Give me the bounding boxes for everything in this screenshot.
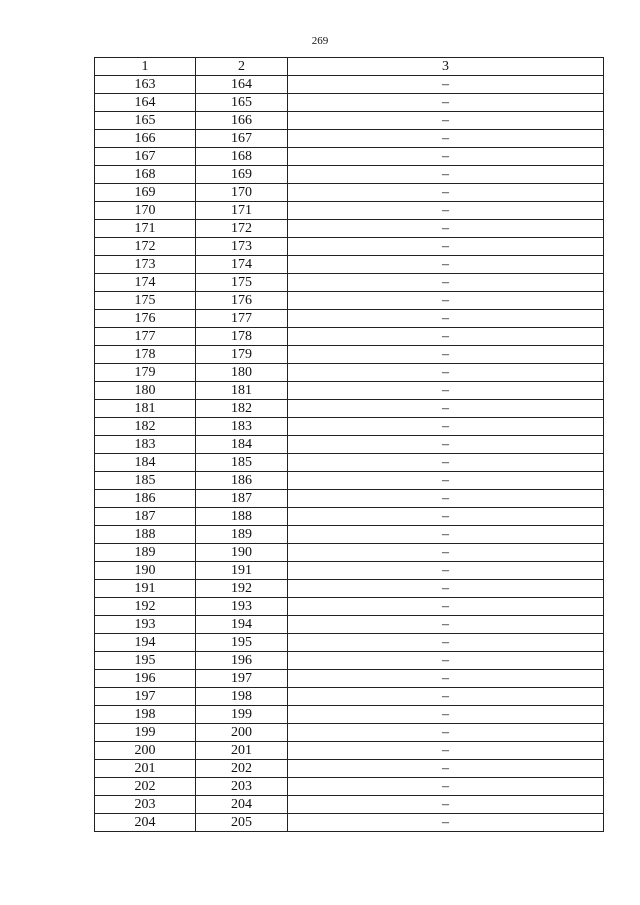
table-cell-col-2: 165 (196, 94, 288, 112)
table-row (95, 310, 604, 328)
table-cell-col-2: 192 (196, 580, 288, 598)
table-cell-col-3: – (288, 544, 604, 562)
table-cell-col-3: – (288, 652, 604, 670)
table-row (95, 400, 604, 418)
table-cell-col-1: 176 (95, 310, 196, 328)
table-row (95, 508, 604, 526)
table-row (95, 652, 604, 670)
table-cell-col-3: – (288, 580, 604, 598)
table-cell-col-3: – (288, 742, 604, 760)
table-cell-col-3: – (288, 328, 604, 346)
table-cell-col-2: 194 (196, 616, 288, 634)
table-row (95, 166, 604, 184)
table-cell-col-1: 198 (95, 706, 196, 724)
table-row (95, 670, 604, 688)
table-cell-col-2: 196 (196, 652, 288, 670)
table-cell-col-2: 168 (196, 148, 288, 166)
table-cell-col-3: – (288, 76, 604, 94)
table-row (95, 256, 604, 274)
table-cell-col-1: 193 (95, 616, 196, 634)
table-cell-col-2: 197 (196, 670, 288, 688)
table-cell-col-2: 189 (196, 526, 288, 544)
table-cell-col-3: – (288, 724, 604, 742)
table-cell-col-2: 182 (196, 400, 288, 418)
table-cell-col-3: – (288, 436, 604, 454)
table-cell-col-2: 172 (196, 220, 288, 238)
column-header-3: 3 (288, 58, 604, 76)
table-cell-col-1: 202 (95, 778, 196, 796)
table-cell-col-1: 189 (95, 544, 196, 562)
table-cell-col-2: 193 (196, 598, 288, 616)
table-cell-col-1: 180 (95, 382, 196, 400)
table-row (95, 418, 604, 436)
table-row (95, 94, 604, 112)
table-cell-col-1: 204 (95, 814, 196, 832)
table-row (95, 148, 604, 166)
table-cell-col-1: 184 (95, 454, 196, 472)
table-cell-col-1: 190 (95, 562, 196, 580)
table-row (95, 760, 604, 778)
table-row (95, 472, 604, 490)
table-cell-col-1: 168 (95, 166, 196, 184)
table-row (95, 598, 604, 616)
table-cell-col-1: 164 (95, 94, 196, 112)
table-cell-col-3: – (288, 598, 604, 616)
table-cell-col-2: 203 (196, 778, 288, 796)
table-row (95, 814, 604, 832)
table-cell-col-3: – (288, 400, 604, 418)
table-cell-col-2: 169 (196, 166, 288, 184)
table-cell-col-3: – (288, 526, 604, 544)
table-cell-col-2: 175 (196, 274, 288, 292)
table-cell-col-3: – (288, 166, 604, 184)
table-cell-col-1: 170 (95, 202, 196, 220)
table-row (95, 526, 604, 544)
table-row (95, 130, 604, 148)
table-cell-col-3: – (288, 292, 604, 310)
column-header-1: 1 (95, 58, 196, 76)
table-cell-col-3: – (288, 220, 604, 238)
table-cell-col-3: – (288, 364, 604, 382)
table-cell-col-3: – (288, 238, 604, 256)
table-cell-col-3: – (288, 202, 604, 220)
table-cell-col-3: – (288, 256, 604, 274)
table-row (95, 202, 604, 220)
table-cell-col-3: – (288, 310, 604, 328)
table-cell-col-2: 166 (196, 112, 288, 130)
table-row (95, 688, 604, 706)
table-cell-col-3: – (288, 130, 604, 148)
table-row (95, 490, 604, 508)
table-cell-col-3: – (288, 454, 604, 472)
table-cell-col-1: 166 (95, 130, 196, 148)
page-number: 269 (311, 35, 329, 47)
table-cell-col-3: – (288, 346, 604, 364)
table-row (95, 76, 604, 94)
table-cell-col-2: 174 (196, 256, 288, 274)
table-cell-col-2: 181 (196, 382, 288, 400)
table-cell-col-2: 198 (196, 688, 288, 706)
table-cell-col-2: 177 (196, 310, 288, 328)
table-cell-col-3: – (288, 472, 604, 490)
table-cell-col-1: 197 (95, 688, 196, 706)
table-row (95, 364, 604, 382)
table-cell-col-1: 178 (95, 346, 196, 364)
table-cell-col-3: – (288, 148, 604, 166)
table-cell-col-3: – (288, 796, 604, 814)
table-cell-col-1: 200 (95, 742, 196, 760)
table-row (95, 616, 604, 634)
table-row (95, 580, 604, 598)
table-cell-col-3: – (288, 562, 604, 580)
table-cell-col-3: – (288, 616, 604, 634)
table-cell-col-1: 194 (95, 634, 196, 652)
table-cell-col-2: 164 (196, 76, 288, 94)
table-cell-col-3: – (288, 508, 604, 526)
table-cell-col-2: 187 (196, 490, 288, 508)
table-cell-col-1: 165 (95, 112, 196, 130)
table-row (95, 706, 604, 724)
table-row (95, 796, 604, 814)
table-cell-col-2: 188 (196, 508, 288, 526)
table-cell-col-1: 196 (95, 670, 196, 688)
table-cell-col-1: 182 (95, 418, 196, 436)
table-row (95, 346, 604, 364)
table-cell-col-2: 199 (196, 706, 288, 724)
table-body (95, 76, 604, 832)
table-cell-col-2: 205 (196, 814, 288, 832)
table-cell-col-2: 202 (196, 760, 288, 778)
table-cell-col-1: 203 (95, 796, 196, 814)
table-cell-col-3: – (288, 634, 604, 652)
table-cell-col-3: – (288, 274, 604, 292)
table-cell-col-2: 201 (196, 742, 288, 760)
table-row (95, 238, 604, 256)
table-row (95, 436, 604, 454)
table-row (95, 328, 604, 346)
table-row (95, 454, 604, 472)
table-cell-col-1: 187 (95, 508, 196, 526)
column-header-2: 2 (196, 58, 288, 76)
table-cell-col-3: – (288, 760, 604, 778)
table-cell-col-3: – (288, 94, 604, 112)
table-cell-col-3: – (288, 670, 604, 688)
table-row (95, 724, 604, 742)
table-row (95, 274, 604, 292)
table-cell-col-1: 183 (95, 436, 196, 454)
table-cell-col-1: 201 (95, 760, 196, 778)
table-cell-col-2: 183 (196, 418, 288, 436)
table-cell-col-2: 204 (196, 796, 288, 814)
table-cell-col-2: 184 (196, 436, 288, 454)
table-cell-col-3: – (288, 490, 604, 508)
table-cell-col-1: 175 (95, 292, 196, 310)
table-row (95, 184, 604, 202)
table-cell-col-3: – (288, 382, 604, 400)
table-cell-col-3: – (288, 112, 604, 130)
table-cell-col-2: 180 (196, 364, 288, 382)
table-cell-col-1: 171 (95, 220, 196, 238)
table-row (95, 778, 604, 796)
table-cell-col-1: 174 (95, 274, 196, 292)
table-cell-col-1: 181 (95, 400, 196, 418)
table-cell-col-2: 179 (196, 346, 288, 364)
table-cell-col-1: 179 (95, 364, 196, 382)
table-cell-col-2: 195 (196, 634, 288, 652)
data-table (94, 57, 604, 832)
table-row (95, 562, 604, 580)
table-cell-col-3: – (288, 184, 604, 202)
table-cell-col-3: – (288, 706, 604, 724)
table-cell-col-1: 195 (95, 652, 196, 670)
table-cell-col-2: 171 (196, 202, 288, 220)
table-cell-col-2: 178 (196, 328, 288, 346)
table-cell-col-2: 167 (196, 130, 288, 148)
table-cell-col-3: – (288, 814, 604, 832)
table-cell-col-3: – (288, 778, 604, 796)
table-cell-col-2: 186 (196, 472, 288, 490)
table-cell-col-1: 163 (95, 76, 196, 94)
table-cell-col-1: 177 (95, 328, 196, 346)
table-cell-col-1: 172 (95, 238, 196, 256)
table-cell-col-1: 173 (95, 256, 196, 274)
table-header (95, 58, 604, 76)
table-cell-col-1: 169 (95, 184, 196, 202)
table-cell-col-1: 167 (95, 148, 196, 166)
table-row (95, 742, 604, 760)
table-cell-col-3: – (288, 418, 604, 436)
header-row (95, 58, 604, 76)
table-cell-col-2: 190 (196, 544, 288, 562)
table-row (95, 292, 604, 310)
table-row (95, 112, 604, 130)
table-cell-col-1: 191 (95, 580, 196, 598)
table-cell-col-1: 192 (95, 598, 196, 616)
table-cell-col-1: 188 (95, 526, 196, 544)
table-cell-col-3: – (288, 688, 604, 706)
table-row (95, 382, 604, 400)
table-cell-col-1: 199 (95, 724, 196, 742)
table-cell-col-2: 200 (196, 724, 288, 742)
table-row (95, 634, 604, 652)
table-cell-col-2: 185 (196, 454, 288, 472)
table-cell-col-1: 186 (95, 490, 196, 508)
table-cell-col-1: 185 (95, 472, 196, 490)
table-row (95, 544, 604, 562)
table-cell-col-2: 173 (196, 238, 288, 256)
table-cell-col-2: 191 (196, 562, 288, 580)
table-row (95, 220, 604, 238)
table-cell-col-2: 176 (196, 292, 288, 310)
table-cell-col-2: 170 (196, 184, 288, 202)
